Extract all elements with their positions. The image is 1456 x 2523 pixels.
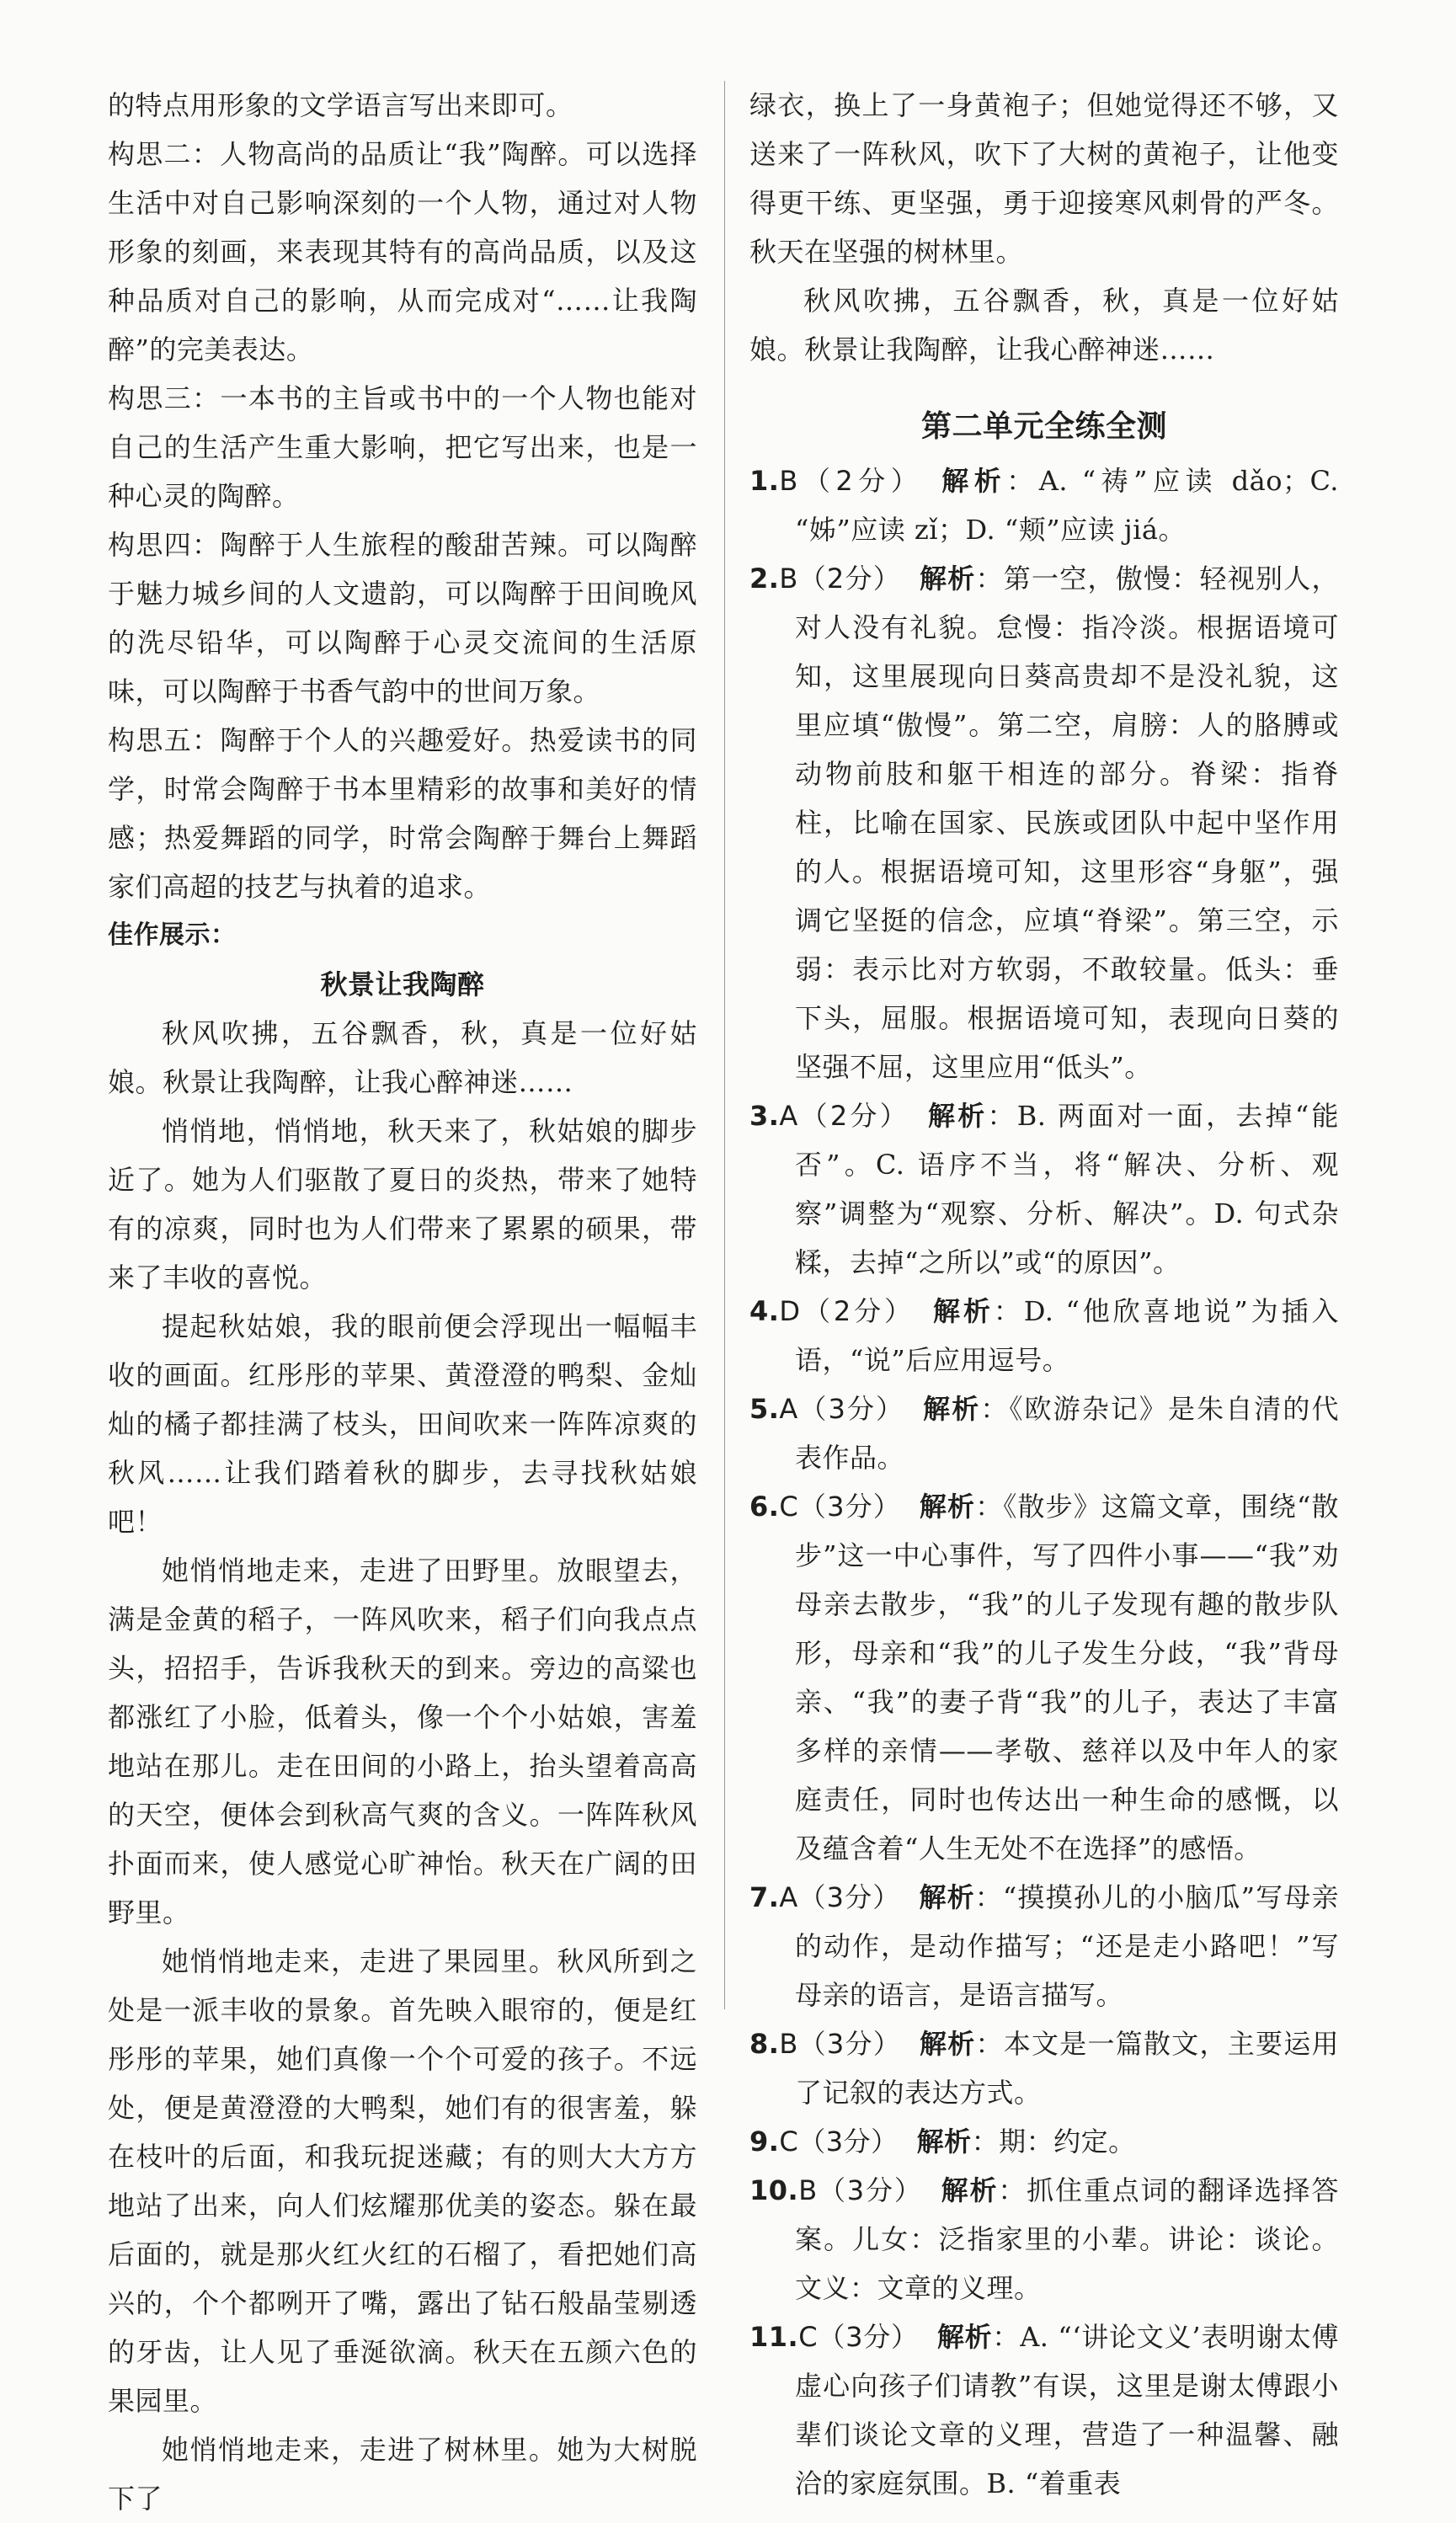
question-number: 3. [749,1100,780,1132]
answer-item [749,2019,1339,2117]
answer-list [749,456,1339,2508]
analysis-text: ：期：约定。 [971,2126,1136,2158]
answer-choice: A（3分） [779,1881,901,1913]
analysis-text: ：“摸摸孙儿的小脑瓜”写母亲的动作，是动作描写；“还是走小路吧！”写母亲的语言，是语言描写。 [795,1881,1339,2011]
essay-paragraph: 提起秋姑娘，我的眼前便会浮现出一幅幅丰收的画面。红彤彤的苹果、黄澄澄的鸭梨、金灿灿的橘子都挂满了枝头，田间吹来一阵阵凉爽的秋风……让我们踏着秋的脚步，去寻找秋姑娘吧！ [108,1310,697,1538]
analysis-label: 解析 [923,1393,981,1425]
answer-choice: B（2分） [779,465,924,497]
essay-paragraph: 她悄悄地走来，走进了田野里。放眼望去，满是金黄的稻子，一阵风吹来，稻子们向我点点头，招招手，告诉我秋天的到来。旁边的高粱也都涨红了小脸，低着头，像一个个小姑娘，害羞地站在那儿。走在田间的小路上，抬头望着高高的天空，便体会到秋高气爽的含义。一阵阵秋风扑面而来，使人感觉心旷神怡。秋天在广阔的田野里。 [108,1555,697,1928]
answer-choice: A（2分） [779,1100,909,1132]
idea-2: 构思二：人物高尚的品质让“我”陶醉。可以选择生活中对自己影响深刻的一个人物，通过对人物形象的刻画，来表现其特有的高尚品质，以及这种品质对自己的影响，从而完成对“……让我陶醉”的完美表达。 [108,138,697,365]
answer-item [749,1482,1339,1873]
analysis-label: 解析 [916,2126,972,2158]
answer-choice: D（2分） [779,1295,915,1327]
answer-item [749,1091,1339,1287]
analysis-text: ：第一空，傲慢：轻视别人，对人没有礼貌。怠慢：指冷淡。根据语境可知，这里展现向日葵高贵却不是没礼貌，这里应填“傲慢”。第二空，肩膀：人的胳膊或动物前肢和躯干相连的部分。脊梁：指脊柱，比喻在国家、民族或团队中起中坚作用的人。根据语境可知，这里形容“身躯”，强调它坚挺的信念，应填“脊梁”。第三空，示弱：表示比对方软弱，不敢较量。低头：垂下头，屈服。根据语境可知，表现向日葵的坚强不屈，这里应用“低头”。 [795,563,1339,1083]
answer-item [749,2166,1339,2312]
answer-choice: C（3分） [798,2321,919,2353]
answer-choice: C（3分） [779,2126,899,2158]
analysis-label: 解析 [927,1100,988,1132]
answer-item [749,554,1339,1091]
analysis-text: ：D. “他欣喜地说”为插入语，“说”后应用逗号。 [795,1295,1339,1376]
analysis-text: ：A. “‘讲论文义’表明谢太傅虚心向孩子们请教”有误，这里是谢太傅跟小辈们谈论文章的义理，营造了一种温馨、融洽的家庭氛围。B. “着重表 [795,2321,1339,2499]
question-number: 1. [749,465,780,497]
idea-4: 构思四：陶醉于人生旅程的酸甜苦辣。可以陶醉于魅力城乡间的人文遗韵，可以陶醉于田间晚风的洗尽铅华，可以陶醉于心灵交流间的生活原味，可以陶醉于书香气韵中的世间万象。 [108,529,697,707]
question-number: 9. [749,2126,780,2158]
essay-paragraph: 悄悄地，悄悄地，秋天来了，秋姑娘的脚步近了。她为人们驱散了夏日的炎热，带来了她特有的凉爽，同时也为人们带来了累累的硕果，带来了丰收的喜悦。 [108,1115,697,1294]
essay-paragraph: 秋风吹拂，五谷飘香，秋，真是一位好姑娘。秋景让我陶醉，让我心醉神迷…… [749,285,1339,365]
question-number: 4. [749,1295,780,1327]
paragraph-intro-tail: 的特点用形象的文学语言写出来即可。 [108,89,573,121]
idea-5: 构思五：陶醉于个人的兴趣爱好。热爱读书的同学，时常会陶醉于书本里精彩的故事和美好的情感；热爱舞蹈的同学，时常会陶醉于舞台上舞蹈家们高超的技艺与执着的追求。 [108,724,697,903]
answer-choice: A（3分） [779,1393,905,1425]
analysis-label: 解析 [936,2321,993,2353]
answer-item [749,1384,1339,1482]
answer-item [749,2312,1339,2508]
question-number: 2. [749,563,780,595]
column-divider [724,81,725,2009]
answer-item [749,1287,1339,1384]
analysis-label: 解析 [941,2174,999,2206]
question-number: 5. [749,1393,780,1425]
answer-item [749,1873,1339,2019]
answer-choice: B（3分） [798,2174,923,2206]
analysis-text: ：本文是一篇散文，主要运用了记叙的表达方式。 [795,2028,1339,2109]
analysis-label: 解析 [919,2028,976,2060]
answer-choice: B（3分） [779,2028,901,2060]
analysis-text: ：抓住重点词的翻译选择答案。儿女：泛指家里的小辈。讲论：谈论。文义：文章的义理。 [795,2174,1339,2304]
essay-paragraph: 秋风吹拂，五谷飘香，秋，真是一位好姑娘。秋景让我陶醉，让我心醉神迷…… [108,1017,697,1098]
analysis-label: 解析 [919,1491,976,1523]
analysis-label: 解析 [919,563,976,595]
essay-title: 秋景让我陶醉 [320,968,485,1000]
analysis-text: ：B. 两面对一面，去掉“能否”。C. 语序不当，将“解决、分析、观察”调整为“观察、分析、解决”。D. 句式杂糅，去掉“之所以”或“的原因”。 [795,1100,1339,1278]
section-title: 第二单元全练全测 [920,409,1167,444]
analysis-label: 解析 [941,465,1007,497]
idea-3: 构思三：一本书的主旨或书中的一个人物也能对自己的生活产生重大影响，把它写出来，也是一种心灵的陶醉。 [108,382,697,512]
analysis-text: ：《散步》这篇文章，围绕“散步”这一中心事件，写了四件小事——“我”劝母亲去散步，“我”的儿子发现有趣的散步队形，母亲和“我”的儿子发生分歧，“我”背母亲、“我”的妻子背“我”的儿子，表达了丰富多样的亲情——孝敬、慈祥以及中年人的家庭责任，同时也传达出一种生命的感慨，以及蕴含着“人生无处不在选择”的感悟。 [795,1491,1339,1864]
answer-item [749,456,1339,554]
essay-paragraph: 绿衣，换上了一身黄袍子；但她觉得还不够，又送来了一阵秋风，吹下了大树的黄袍子，让他变得更干练、更坚强，勇于迎接寒风刺骨的严冬。秋天在坚强的树林里。 [749,89,1339,268]
question-number: 11. [749,2321,799,2353]
question-number: 8. [749,2028,780,2060]
question-number: 7. [749,1881,780,1913]
answer-choice: C（3分） [779,1491,901,1523]
question-number: 6. [749,1491,780,1523]
analysis-text: ：《欧游杂记》是朱自清的代表作品。 [795,1393,1339,1474]
analysis-label: 解析 [933,1295,994,1327]
answer-choice: B（2分） [779,563,901,595]
showcase-label: 佳作展示： [108,920,237,950]
analysis-text: ：A. “祷”应读 dǎo；C. “姊”应读 zǐ；D. “颊”应读 jiá。 [795,465,1339,546]
right-column [749,81,1339,2508]
essay-paragraph: 她悄悄地走来，走进了树林里。她为大树脱下了 [108,2434,697,2515]
question-number: 10. [749,2174,799,2206]
left-column [108,81,697,2523]
analysis-label: 解析 [919,1881,975,1913]
essay-paragraph: 她悄悄地走来，走进了果园里。秋风所到之处是一派丰收的景象。首先映入眼帘的，便是红彤彤的苹果，她们真像一个个可爱的孩子。不远处，便是黄澄澄的大鸭梨，她们有的很害羞，躲在枝叶的后面，和我玩捉迷藏；有的则大大方方地站了出来，向人们炫耀那优美的姿态。躲在最后面的，就是那火红火红的石榴了，看把她们高兴的，个个都咧开了嘴，露出了钻石般晶莹剔透的牙齿，让人见了垂涎欲滴。秋天在五颜六色的果园里。 [108,1945,697,2417]
